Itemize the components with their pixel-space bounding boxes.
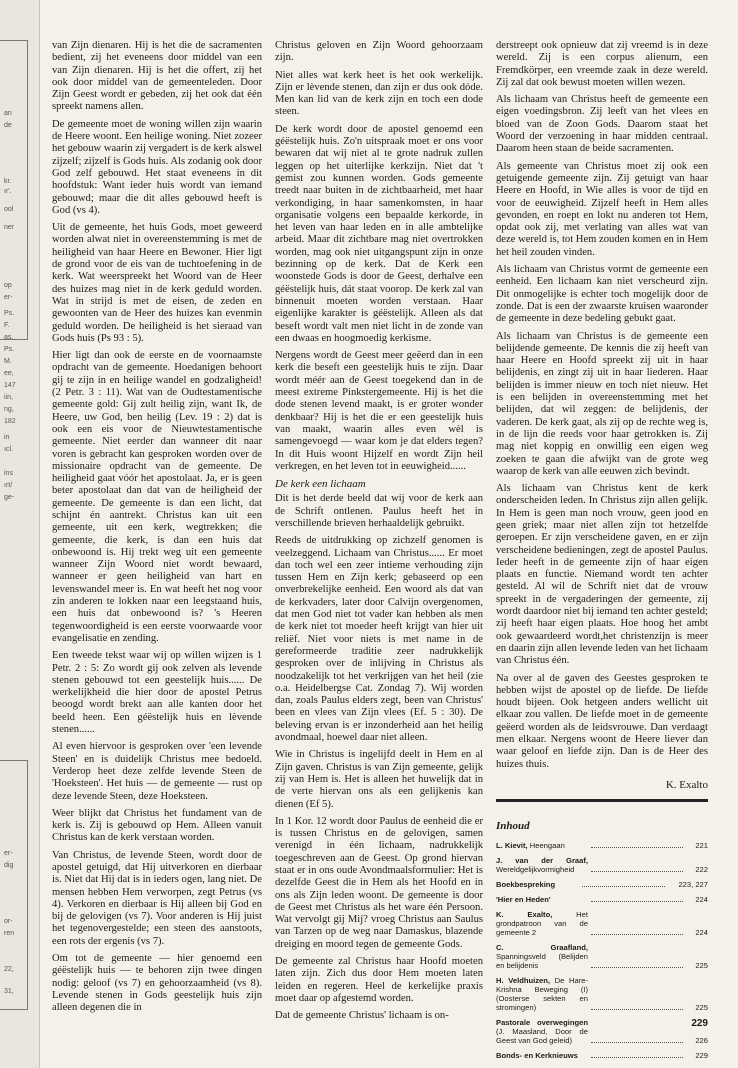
paragraph: Wie in Christus is ingelijfd deelt in Hem en al Zijn gaven. Christus is van Zijn gemeente, gelijk zij van Hem is. Het is alleen het huwelijk dat in de verte hiervan ons als een gelijkenis kan dienen (Ef 5).: [275, 749, 483, 810]
margin-fragment: in: [4, 434, 10, 441]
paragraph: Niet alles wat kerk heet is het ook werkelijk. Zijn er lèvende stenen, dan zijn er dus ook dóde. Men kan lid van de kerk zijn en toch een dode steen.: [275, 69, 483, 118]
paragraph: In 1 Kor. 12 wordt door Paulus de eenheid die er is tussen Christus en de gelovigen, samen verenigd in één lichaam, nadrukkelijk toegeschreven aan de Geest. Op grond hiervan staat er in ons oude Avondmaalsformulier: Het is dezelfde Geest die in Hem als het Hoofd en in ons als Zijn leden woont. De gemeente is door de Geest met Christus als het ware één Persoon. Wat vervolgt gij Mij? vroeg Christus aan Saulus van Tarzen op de weg naar Damaskus, blazende dreiging en moord tegen de gemeente Gods.: [275, 815, 483, 950]
paragraph: Als lichaam van Christus kent de kerk onderscheiden leden. In Christus zijn allen gelijk. In Hem is geen man noch vrouw, geen jood en geen griek; maar niet allen zijn tot hetzelfde geroepen. Er zijn verscheidene gaven, en er zijn verscheidene bedieningen, zegt de apostel Paulus. Ieder heeft in de gemeente zijn of haar eigen plaats en functie. Niemand wordt ten achter gesteld. Al wil de Schrift niet dat de vrouw spreekt in de vergaderingen der gemeente, zij wordt daardoor niet bij iemand ten achter gesteld; zij heeft haar eigen plaats. Hoe hoog het ambt ook gewaardeerd wordt,het christenzijn is meer en daarin zijn allen levende leden van het lichaam van Christus één.: [496, 483, 708, 667]
margin-fragment: er-: [4, 850, 13, 857]
paragraph: Reeds de uitdrukking op zichzelf genomen is veelzeggend. Lichaam van Christus...... Er moet dan toch wel een zeer intieme verhouding zijn tussen Hem en Zijn kerk; gebaseerd op een onverbrekelijke eenheid. Een woord als dat van de kerkvaders, later door Calvijn overgenomen, dat men God niet tot vader kan hebben als men de kerk niet tot moeder heeft krijgt van hier uit reliëf. Niet voor niets is met name in de gereformeerde traditie zeer nadrukkelijk gesproken over de inlijving in Christus als noodzakelijk tot het verkrijgen van het heil (zie o.a. Heidelbergse Cat. Zondag 7). Wij worden dan, zoals Paulus elders zegt, been van Christus' been en vlees van Zijn vlees (Ef. 5 : 30). De beleving ervan is er inzonderheid aan het heilig avondmaal, hoewel daar niet alleen.: [275, 535, 483, 744]
contents-entry-page: 224: [695, 927, 708, 937]
contents-entry-page: 221: [695, 840, 708, 850]
margin-fragment: ng,: [4, 406, 14, 413]
margin-fragment: de: [4, 122, 12, 129]
contents-entry: [496, 841, 708, 850]
paragraph: De kerk wordt door de apostel genoemd een géëstelijk huis. Zo'n uitspraak moet er ons voor bewaren dat wij niet al te grote nadruk zullen leggen op het uiterlijke kerkzijn. Niet dat 't gemist zou kunnen worden. Gods gemeente treedt naar buiten in de zichtbaarheid, met haar verkondiging, in haar samenkomsten, in haar organisatie volgens een bepaalde kerkorde, in het leven van haar leden en in alle ambtelijke arbeid. Maar dit zichtbare mag niet overtrokken worden, mag ook niet uitgangspunt zijn in onze bezinning op de kerk. Dat de Kerk een woonstede Gods is door de Geest, derhalve een géëstelijk huis, dát staat voorop. De kerk zal van binnenuit moeten worden verstaan. Haar eigenlijke karakter is géëstelijk. Alleen als dat beseft wordt valt men niet licht in de zonde van een dwaas en hoogmoedig kerkisme.: [275, 123, 483, 344]
margin-fragment: ge-: [4, 494, 15, 501]
dot-leader: [591, 934, 683, 935]
paragraph: Als gemeente van Christus moet zij ook een getuigende gemeente zijn. Zij getuigt van haar Heere en Hoofd, in Wie alles is voor de tijd en voor de eeuwigheid. Zijzelf heeft in Hem alles gevonden, en roept en lokt nu anderen tot Hem, opdat ook zij, met verlating van alles wat van deze wereld is, tot Hem zouden komen en in Hem het heil zouden vinden.: [496, 160, 708, 258]
contents-entry: [496, 1018, 708, 1045]
contents-entry: [496, 943, 708, 970]
margin-fragment: ins: [4, 470, 13, 477]
margin-fragment: 147: [4, 382, 16, 389]
paragraph: Een tweede tekst waar wij op willen wijzen is 1 Petr. 2 : 5: Zo wordt gij ook zelven als levende stenen gebouwd tot een geestelijk huis...... De werkelijkheid die hier door de apostel Petrus beoogd wordt brekt aan alle kanten door het beeld heen. Een géëstelijk huis en lèvende stenen......: [52, 650, 262, 736]
contents-entry-author: Boekbespreking: [496, 879, 556, 889]
paragraph: van Zijn dienaren. Hij is het die de sacramenten bedient, zij het eveneens door middel van een van Zijn dienaren. Hij is het die offert, zij het ook door middel van de gemeenteleden. Door Zijn Geest wordt er gebeden, zij het ook dat één spreekt namens allen.: [52, 40, 262, 113]
contents-entry: [496, 1051, 708, 1060]
dot-leader: [591, 847, 683, 848]
paragraph: Om tot de gemeente — hier genoemd een géëstelijk huis — te behoren zijn twee dingen nodig: geloof (vs 7) en gehoorzaamheid (vs 8). Levende stenen in Gods geestelijk huis zijn alleen degenen die in: [52, 953, 262, 1014]
column-right-body: [496, 40, 708, 771]
column-middle: [275, 40, 483, 1028]
dot-leader: [591, 1009, 683, 1010]
contents-entry-text: [496, 856, 588, 874]
contents-entry: [496, 910, 708, 937]
contents-entry-author: K. Exalto,: [496, 909, 553, 919]
paragraph: Als lichaam van Christus is de gemeente een belijdende gemeente. De kennis die zij heeft van haar Heere en Hoofd spreekt zij uit in haar belijdenis, en zingt zij uit in haar liederen. Haar belijden is immer nieuw en toch niet nieuw. Het is een belijden in overeenstemming met het belijden, dat wil zeggen: de belijdenis, der vaderen. De kerk gaat, als zij op de rechte weg is, in de lijn die reeds voor haar getrokken is. Zij mag niet koppig en onwillig een eigen weg zoeken te gaan die afwijkt van de grote weg waarop de kerk van alle eeuwen zich bevindt.: [496, 330, 708, 477]
paragraph: De gemeente moet de woning willen zijn waarin de Heere woont. Een heilige woning. Niet zozeer het gebouw waarin zij vergadert is de kerk alswel zijzelf; zijzelf is Gods huis. Als zodanig ook door God zelf gebouwd. Het staat eveneens in dit hoofdstuk: Want ieder huis wordt van iemand gebouwd; maar die dit alles gebouwd heeft is God (vs 4).: [52, 118, 262, 216]
paragraph: Al even hiervoor is gesproken over 'een levende Steen' en is duidelijk Christus mee bedoeld. Verderop heet deze zelfde levende Steen de 'Hoeksteen'. Het huis — de gemeente — rust op deze levende Steen, deze Hoeksteen.: [52, 741, 262, 802]
contents-entry-title: (J. Maasland, Door de Geest van God geleid): [496, 1026, 588, 1045]
contents-list: [496, 841, 708, 1060]
margin-fragment: an: [4, 110, 12, 117]
dot-leader: [582, 886, 665, 887]
margin-fragment: 182: [4, 418, 16, 425]
margin-fragment: iin,: [4, 394, 13, 401]
contents-entry-page: 223, 227: [678, 879, 708, 889]
contents-entry: [496, 880, 708, 889]
binding-margin: [0, 0, 40, 1068]
contents-title: Inhoud: [496, 820, 530, 833]
contents-entry-page: 229: [695, 1050, 708, 1060]
margin-fragment: ner: [4, 224, 15, 231]
contents-entry: [496, 856, 708, 874]
margin-fragment: ee,: [4, 370, 14, 377]
paragraph: Weer blijkt dat Christus het fundament van de kerk is. Zij is gebouwd op Hem. Alleen vanuit Christus kan de kerk verstaan worden.: [52, 807, 262, 844]
margin-fragment: or-: [4, 918, 13, 925]
contents-entry-text: [496, 895, 588, 904]
contents-entry-page: 224: [695, 894, 708, 904]
contents-entry-text: [496, 880, 579, 889]
dot-leader: [591, 871, 683, 872]
contents-entry-author: Bonds- en Kerknieuws: [496, 1050, 578, 1060]
contents-entry-title: Het grondpatroon van de gemeente 2: [496, 909, 588, 937]
contents-entry-title: Wereldgelijkvormigheid: [496, 864, 575, 874]
paragraph: De gemeente zal Christus haar Hoofd moeten laten zijn. Zich dus door Hem moeten laten leiden en regeren. Heel de kerkelijke praxis moet daar op afgestemd worden.: [275, 956, 483, 1004]
dot-leader: [591, 1042, 683, 1043]
paragraph: Als lichaam van Christus heeft de gemeente een eigen voedingsbron. Zij leeft van het vlees en bloed van de Zoon Gods. Daarom staat het Woord der verzoening in haar midden centraal. Daarom heen staan de beide sacramenten.: [496, 94, 708, 155]
margin-fragment: ıcl.: [4, 446, 13, 453]
dot-leader: [591, 1057, 683, 1058]
contents-entry-author: C. Graafland,: [496, 942, 588, 952]
paragraph: Christus geloven en Zijn Woord gehoorzaam zijn.: [275, 40, 483, 64]
contents-entry-page: 226: [695, 1035, 708, 1045]
contents-entry-page: 225: [695, 960, 708, 970]
contents-entry: [496, 895, 708, 904]
paragraph: Als lichaam van Christus vormt de gemeente een eenheid. Een lichaam kan niet verscheurd zijn. Dit onmogelijke is echter toch mogelijk door de zonde. Dat is een der zwaarste kruisen waaronder de gemeente in deze bedeling gebukt gaat.: [496, 264, 708, 325]
contents-entry-title: De Hare-Krishna Beweging (I) (Oosterse sekten en stromingen): [496, 975, 588, 1012]
margin-fragment: er-: [4, 294, 13, 301]
contents-entry-page: 222: [695, 864, 708, 874]
section-rule: [496, 799, 708, 802]
column-right: [496, 40, 708, 1066]
dot-leader: [591, 967, 683, 968]
contents-entry-text: [496, 1051, 588, 1060]
margin-fragment: dig: [4, 862, 14, 869]
margin-fragment: Ps.: [4, 346, 15, 353]
contents-entry-author: J. van der Graaf,: [496, 855, 588, 865]
margin-fragment: ren: [4, 930, 15, 937]
margin-fragment: Ps.: [4, 310, 15, 317]
margin-fragment: kr.: [4, 178, 12, 185]
contents-entry-text: [496, 943, 588, 970]
margin-fragment: op: [4, 282, 12, 289]
paragraph: Nergens wordt de Geest meer geëerd dan in een kerk die beseft een geestelijk huis te zijn. Daar wordt méér aan de Geest toegekend dan in de meest extreme Pinkstergemeente. Hij is het die dode stenen levend maakt, is er groter wonder denkbaar? Hij is het die er een geestelijk huis van maakt, waarin alles even wèl is samengevoegd — waar kom je dat elders tegen? In dit Huis woont Hijzelf en wordt Zijn heil verkregen, en het leven tot in eeuwigheid......: [275, 350, 483, 472]
contents-entry-text: [496, 1018, 588, 1045]
margin-fragment: ool: [4, 206, 14, 213]
column-left: [52, 40, 262, 1020]
margin-fragment: 22,: [4, 966, 14, 973]
margin-fragment: 31,: [4, 988, 14, 995]
dot-leader: [591, 901, 683, 902]
contents-entry-author: 'Hier en Heden': [496, 894, 551, 904]
paragraph: derstreept ook opnieuw dat zij vreemd is in deze wereld. Zij is een corpus alienum, een Fremdkörper, een vreemde zaak in deze wereld. Zij zal dat ook bewust moeten willen wezen.: [496, 40, 708, 88]
contents-entry-page: 225: [695, 1002, 708, 1012]
paragraph: Uit de gemeente, het huis Gods, moet geweerd worden alwat niet in overeenstemming is met de heiligheid van haar Heere en Bewoner. Hier ligt de grond voor de eis van de tuchtoefening in de kerk. Wat weerspreekt het Woord van de Heer des huizes mag niet in de kerk geduld worden. Wat in strijd is met de eisen, de zeden en gewoonten van de Heer des huizes kan evenmin geduld worden. De heiligheid is het sieraad van Gods huis (Ps 93 : 5).: [52, 222, 262, 344]
contents-entry-author: L. Kievit,: [496, 840, 528, 850]
author-signature: K. Exalto: [665, 778, 708, 791]
contents-entry: [496, 976, 708, 1012]
margin-fragment: ırt/: [4, 482, 13, 489]
paragraph: Na over al de gaven des Geestes gesproken te hebben wijst de apostel op de liefde. De liefde houdt bijeen. Ook hetgeen anders wellicht uit elkaar zou vallen. De liefde moet in de gemeente geëerd worden als de leidsvrouwe. Dan verdaagt men elkaar. Nergens woont de Heere liever dan waar geloof en liefde zijn. Dan is de Heer des huizes thuis.: [496, 672, 708, 770]
margin-fragment: as,: [4, 334, 14, 341]
paragraph: Hier ligt dan ook de eerste en de voornaamste opdracht van de gemeente. Hoedanigen behoort gij te zijn in en heilige wandel en godzaligheid! (2 Petr. 3 : 11). Wat van de Oudtestamentische gemeente gold: Gij zult heilig zijn, want Ik, de Heere, uw God, ben heilig (Lev. 19 : 2) dat is ook een eis voor de Nieuwtestamentische gemeente. Niet eerder dan wanneer dit naar voren is gebracht kan gesproken worden over de missionaire opdracht van de gemeente. De heiligheid gaat vóór het apostolaat. Ja, er is geen beter apostolaat dan dat van de heiligheid der gemeente. De gemeente is dan een licht, dat schijnt én aantrekt. Christus kan uit een gemeente, uit een kerk, wegtrekken; die gemeente, die kerk, is dan een huis dat onbewoond is. Hij trekt weg uit een gemeente wanneer Zijn Woord niet wordt bewaard, wanneer er geen heiligheid van hart en levenswandel meer is. En wat heeft het nog voor zin anderen te lokken naar een leegstaand huis, een huis dat onbewoond is? 's Heeren tegenwoordigheid is een eerste voorwaarde voor evangelisatie en zending.: [52, 350, 262, 644]
margin-fragment: F.: [4, 322, 10, 329]
contents-entry-author: H. Veldhuizen,: [496, 975, 551, 985]
paragraph: Dat de gemeente Christus' lichaam is on-: [275, 1010, 449, 1022]
paragraph: Dit is het derde beeld dat wij voor de kerk aan de Schrift ontlenen. Paulus heeft het in verschillende brieven herhaaldelijk gebruikt.: [275, 493, 483, 529]
contents-entry-title: Heengaan: [527, 840, 565, 850]
contents-entry-title: Spanningsveld (Belijden en belijdenis: [496, 951, 588, 970]
table-of-contents: [496, 820, 708, 1059]
contents-entry-author: Pastorale overwegingen: [496, 1017, 588, 1027]
section-heading: De kerk een lichaam: [275, 478, 366, 491]
contents-entry-text: [496, 841, 588, 850]
contents-entry-text: [496, 910, 588, 937]
margin-fragment: ır'.: [4, 188, 12, 195]
page-number: 229: [691, 1018, 708, 1029]
margin-fragment: M.: [4, 358, 12, 365]
contents-entry-text: [496, 976, 588, 1012]
paragraph: Van Christus, de levende Steen, wordt door de apostel getuigd, dat Hij uitverkoren en dierbaar is. Niet dat Hij dat is in ieders ogen, lang niet. De mensen hebben Hem verworpen, zegt Petrus (vs 4). Verkoren en dierbaar is Hij alleen bij God en bij de gelovigen (vs 7). Voor anderen is Hij juist het tegenovergestelde; een steen des aanstoots, een rots der ergenis (vs 7).: [52, 849, 262, 947]
